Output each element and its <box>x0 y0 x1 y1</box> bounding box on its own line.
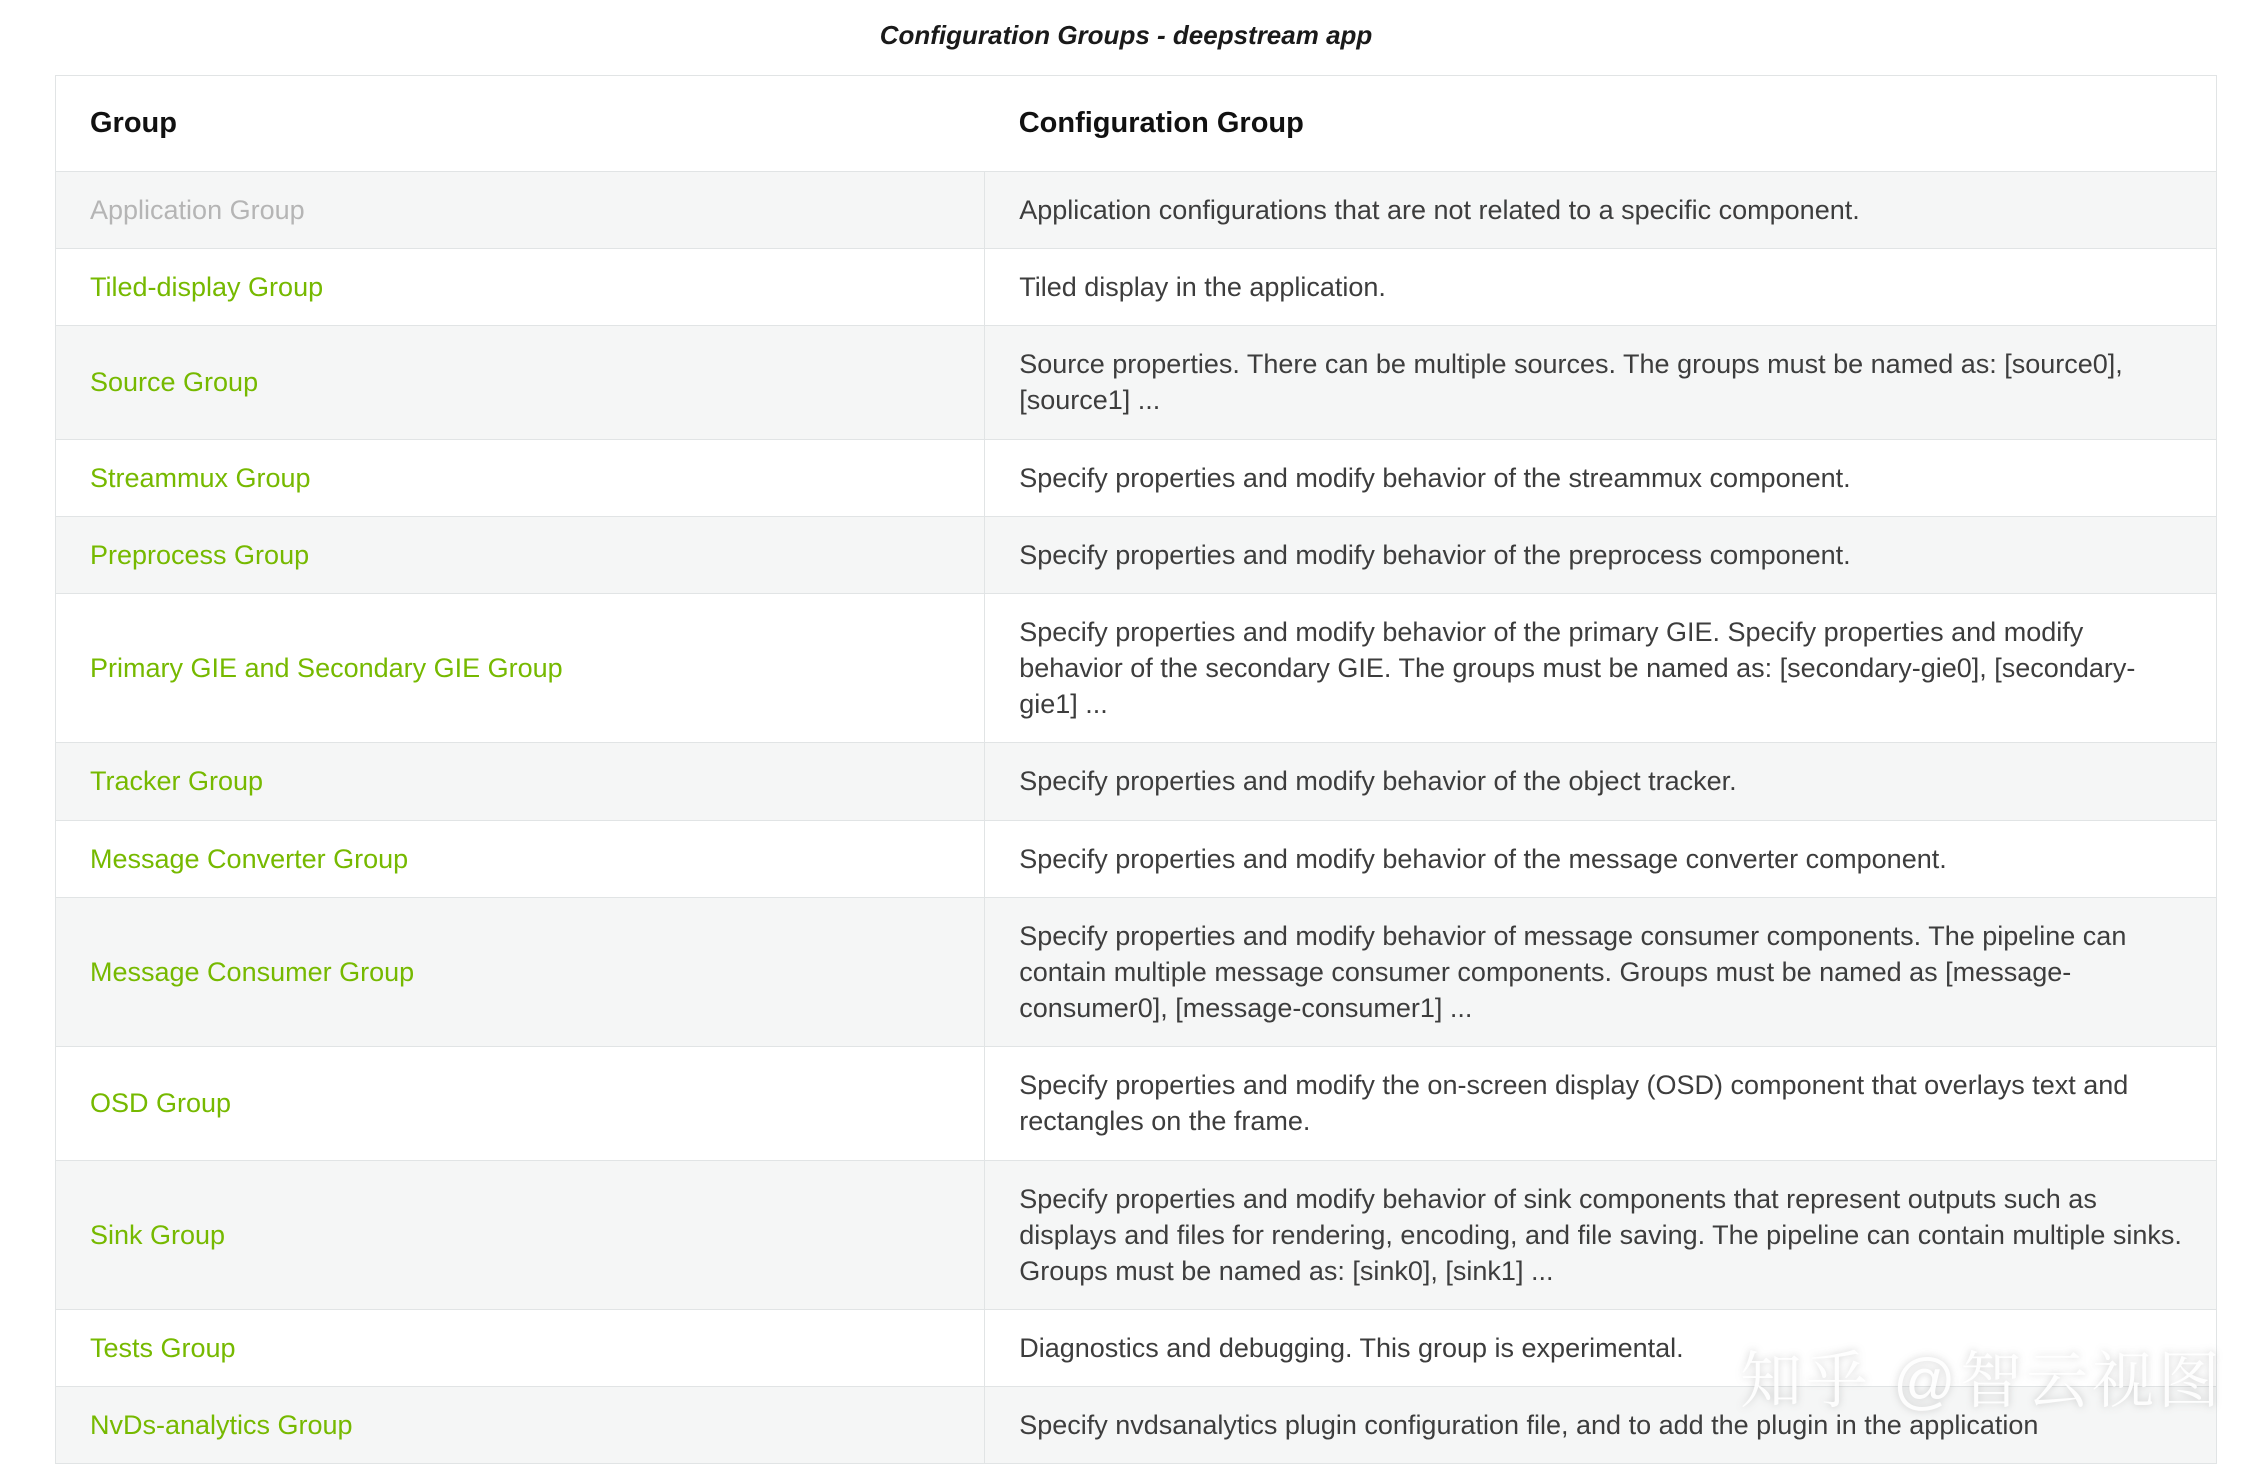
table-row <box>56 439 2217 516</box>
group-link-tiled-display[interactable]: Tiled-display Group <box>90 272 324 303</box>
table-row <box>56 249 2217 326</box>
table-header-row <box>56 76 2217 172</box>
group-description: Tiled display in the application. <box>985 249 2217 326</box>
group-link-sink[interactable]: Sink Group <box>90 1219 226 1250</box>
watermark: 知乎 @智云视图 <box>1739 1347 2224 1417</box>
group-description: Diagnostics and debugging. This group is experimental. <box>985 1310 2217 1387</box>
group-description: Specify properties and modify behavior of the object tracker. <box>985 743 2217 820</box>
group-link-preprocess[interactable]: Preprocess Group <box>90 539 310 570</box>
table-caption: Configuration Groups - deepstream app <box>879 20 1373 50</box>
group-description: Specify properties and modify behavior of sink components that represent outputs such as displays and files for rendering, encoding, and file saving. The pipeline can contain multiple sinks. Groups must be named as: [sink0], [sink1] ... <box>985 1160 2217 1310</box>
table-row <box>56 820 2217 897</box>
group-description: Specify properties and modify the on-screen display (OSD) component that overlays text and rectangles on the frame. <box>985 1047 2217 1160</box>
group-link-primary-gie-secondary-gie[interactable]: Primary GIE and Secondary GIE Group <box>90 653 563 684</box>
group-description: Specify properties and modify behavior of the primary GIE. Specify properties and modify behavior of the secondary GIE. The groups must be named as: [secondary-gie0], [secondary-gie1] ... <box>985 593 2217 743</box>
table-row <box>56 171 2217 248</box>
group-description: Specify properties and modify behavior of message consumer components. The pipeline can contain multiple message consumer components. Groups must be named as [message-consumer0], [message-consumer1] ... <box>985 897 2217 1047</box>
group-description: Source properties. There can be multiple sources. The groups must be named as: [source0], [source1] ... <box>985 326 2217 439</box>
table-row <box>56 1047 2217 1160</box>
table-row <box>56 1387 2217 1464</box>
group-link-osd[interactable]: OSD Group <box>90 1088 232 1119</box>
configuration-groups-table <box>55 75 2217 1464</box>
group-link-nvds-analytics[interactable]: NvDs-analytics Group <box>90 1410 353 1441</box>
table-row <box>56 743 2217 820</box>
group-description: Specify nvdsanalytics plugin configuration file, and to add the plugin in the application <box>985 1387 2217 1464</box>
column-header-group: Group <box>56 76 985 172</box>
table-row <box>56 1160 2217 1310</box>
column-header-configuration-group: Configuration Group <box>985 76 2217 172</box>
group-description: Application configurations that are not related to a specific component. <box>985 171 2217 248</box>
group-link-streammux[interactable]: Streammux Group <box>90 462 311 493</box>
group-link-source[interactable]: Source Group <box>90 367 259 398</box>
table-row <box>56 326 2217 439</box>
table-row <box>56 593 2217 743</box>
table-row <box>56 897 2217 1047</box>
group-label-application: Application Group <box>90 194 305 225</box>
group-description: Specify properties and modify behavior of the message converter component. <box>985 820 2217 897</box>
group-description: Specify properties and modify behavior of the streammux component. <box>985 439 2217 516</box>
table-row <box>56 516 2217 593</box>
group-link-message-converter[interactable]: Message Converter Group <box>90 843 409 874</box>
group-link-tests[interactable]: Tests Group <box>90 1333 236 1364</box>
group-description: Specify properties and modify behavior of the preprocess component. <box>985 516 2217 593</box>
group-link-tracker[interactable]: Tracker Group <box>90 766 264 797</box>
table-row <box>56 1310 2217 1387</box>
table-container <box>55 75 2216 1464</box>
group-link-message-consumer[interactable]: Message Consumer Group <box>90 956 415 987</box>
